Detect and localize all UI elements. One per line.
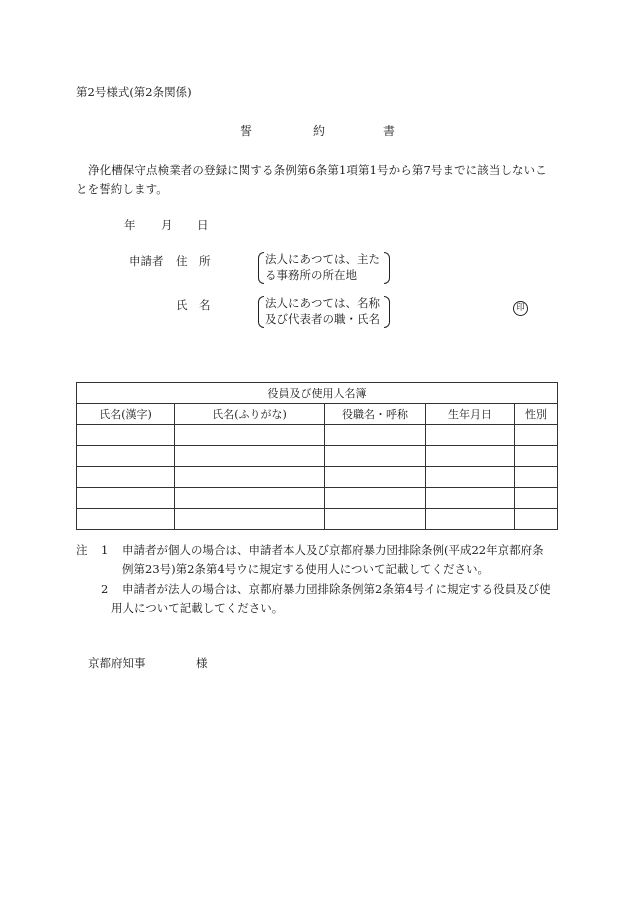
bracket-left bbox=[258, 252, 264, 284]
table-row bbox=[77, 446, 558, 467]
name-note bbox=[265, 295, 380, 327]
table-cell bbox=[77, 509, 175, 530]
name-note-line-2: 及び代表者の職・氏名 bbox=[265, 312, 380, 326]
title-char-2: 約 bbox=[313, 124, 326, 138]
form-number: 第2号様式(第2条関係) bbox=[76, 85, 192, 99]
column-header: 性別 bbox=[515, 404, 558, 425]
table-row bbox=[77, 467, 558, 488]
date-year-label: 年 bbox=[124, 218, 136, 232]
note-number: 1 bbox=[101, 543, 109, 557]
address-note bbox=[265, 251, 380, 283]
title-char-3: 書 bbox=[383, 124, 396, 138]
table-cell bbox=[175, 509, 325, 530]
column-header: 氏名(漢字) bbox=[77, 404, 175, 425]
roster-table bbox=[76, 382, 558, 530]
table-cell bbox=[515, 467, 558, 488]
note-line: 申請者が法人の場合は、京都府暴力団排除条例第2条第4号イに規定する役員及び使 bbox=[122, 582, 551, 596]
applicant-role-label: 申請者 bbox=[129, 254, 164, 268]
note-line: 用人について記載してください。 bbox=[111, 601, 284, 615]
table-cell bbox=[515, 488, 558, 509]
table-row bbox=[77, 425, 558, 446]
table-cell bbox=[426, 509, 515, 530]
notes-prefix: 注 bbox=[76, 543, 88, 557]
table-cell bbox=[175, 446, 325, 467]
date-day-label: 日 bbox=[197, 218, 209, 232]
table-cell bbox=[426, 446, 515, 467]
addressee: 京都府知事 bbox=[88, 656, 146, 670]
table-cell bbox=[515, 446, 558, 467]
table-cell bbox=[325, 425, 426, 446]
column-header: 氏名(ふりがな) bbox=[175, 404, 325, 425]
title-char-1: 誓 bbox=[240, 124, 253, 138]
date-line bbox=[0, 217, 630, 233]
address-note-line-2: る事務所の所在地 bbox=[265, 268, 357, 282]
date-month-label: 月 bbox=[161, 218, 173, 232]
table-cell bbox=[426, 467, 515, 488]
table-cell bbox=[426, 488, 515, 509]
table-cell bbox=[77, 446, 175, 467]
table-cell bbox=[77, 467, 175, 488]
bracket-left bbox=[258, 296, 264, 328]
table-row bbox=[77, 509, 558, 530]
honorific: 様 bbox=[196, 656, 208, 670]
bracket-right bbox=[384, 252, 390, 284]
name-label: 氏 名 bbox=[176, 298, 211, 312]
notes bbox=[76, 541, 558, 615]
note-item-1 bbox=[76, 541, 558, 576]
table-cell bbox=[515, 425, 558, 446]
column-header: 役職名・呼称 bbox=[325, 404, 426, 425]
table-cell bbox=[325, 467, 426, 488]
note-line: 例第23号)第2条第4号ウに規定する使用人について記載してください。 bbox=[122, 562, 490, 576]
table-cell bbox=[325, 509, 426, 530]
table-cell bbox=[515, 509, 558, 530]
table-cell bbox=[175, 467, 325, 488]
table-cell bbox=[325, 446, 426, 467]
bracket-right bbox=[384, 296, 390, 328]
address-note-line-1: 法人にあつては、主た bbox=[265, 252, 380, 266]
pledge-statement: 浄化槽保守点検業者の登録に関する条例第6条第1項第1号から第7号までに該当しないことを誓約します。 bbox=[76, 163, 547, 196]
table-cell bbox=[175, 425, 325, 446]
table-cell bbox=[426, 425, 515, 446]
note-number: 2 bbox=[101, 582, 109, 596]
name-note-line-1: 法人にあつては、名称 bbox=[265, 296, 380, 310]
table-row bbox=[77, 488, 558, 509]
column-header: 生年月日 bbox=[426, 404, 515, 425]
note-item-2 bbox=[76, 580, 558, 615]
table-cell bbox=[175, 488, 325, 509]
roster-body bbox=[77, 425, 558, 530]
seal-mark: 印 bbox=[513, 301, 528, 316]
roster-header-row bbox=[77, 404, 558, 425]
note-line: 申請者が個人の場合は、申請者本人及び京都府暴力団排除条例(平成22年京都府条 bbox=[122, 543, 544, 557]
table-cell bbox=[77, 425, 175, 446]
address-label: 住 所 bbox=[176, 254, 211, 268]
table-cell bbox=[77, 488, 175, 509]
roster-caption: 役員及び使用人名簿 bbox=[77, 383, 558, 404]
table-cell bbox=[325, 488, 426, 509]
